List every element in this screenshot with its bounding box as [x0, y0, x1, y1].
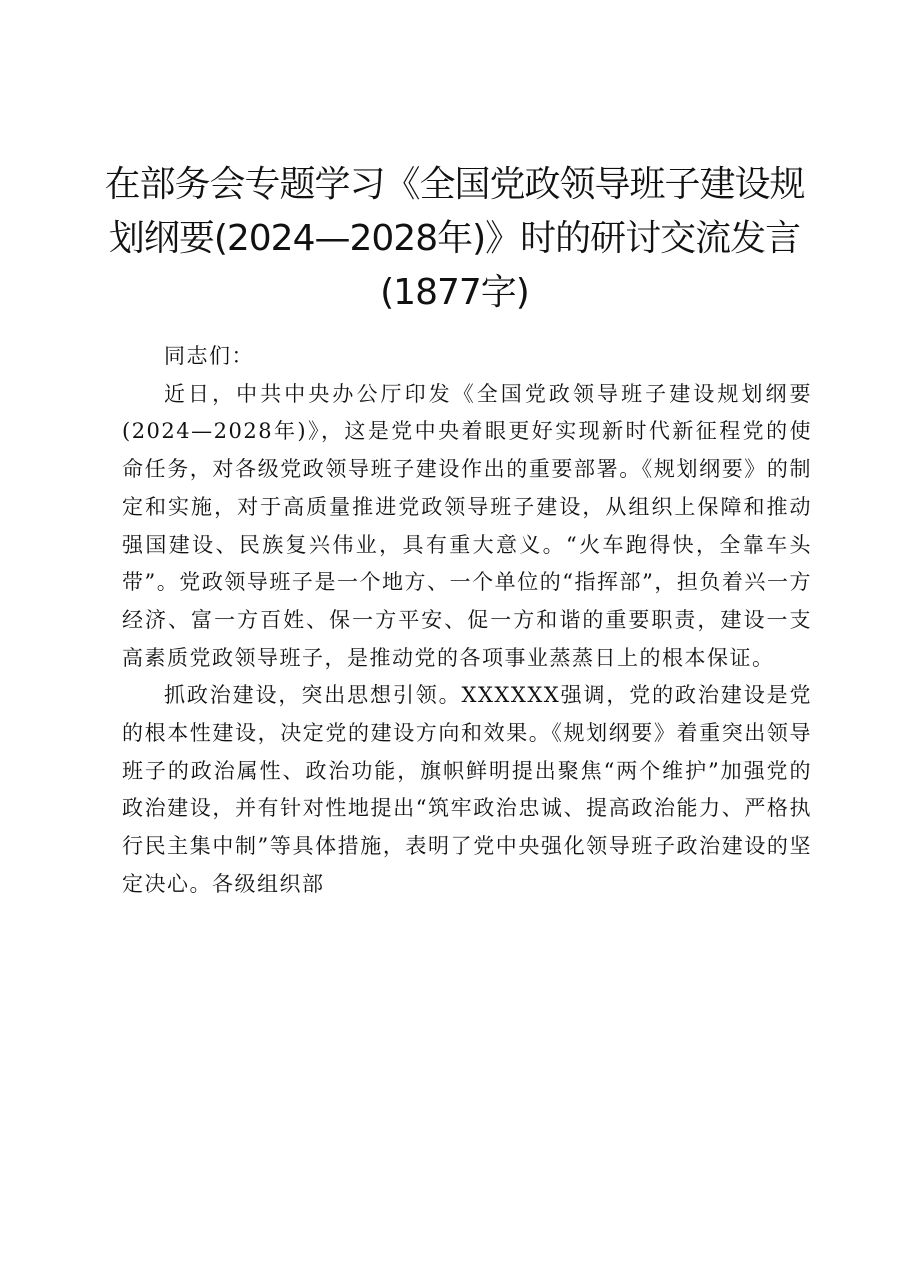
paragraph-1: 近日，中共中央办公厅印发《全国党政领导班子建设规划纲要(2024—2028年)》，这是党中央着眼更好实现新时代新征程党的使命任务，对各级党政领导班子建设作出的重要部署。《规划纲要》的制定和实施，对于高质量推进党政领导班子建设，从组织上保障和推动强国建设、民族复兴伟业，具有重大意义。“火车跑得快，全靠车头带”。党政领导班子是一个地方、一个单位的“指挥部”，担负着兴一方经济、富一方百姓、保一方平安、促一方和谐的重要职责，建设一支高素质党政领导班子，是推动党的各项事业蒸蒸日上的根本保证。 — [122, 381, 812, 670]
document-body — [122, 338, 812, 904]
title-line-1: 在部务会专题学习《全国党政领导班子建设规 — [104, 164, 805, 205]
paragraph-2: 抓政治建设，突出思想引领。XXXXXX强调，党的政治建设是党的根本性建设，决定党的建设方向和效果。《规划纲要》着重突出领导班子的政治属性、政治功能，旗帜鲜明提出聚焦“两个维护”加强党的政治建设，并有针对性地提出“筑牢政治忠诚、提高政治能力、严格执行民主集中制”等具体措施，表明了党中央强化领导班子政治建设的坚定决心。各级组织部 — [122, 683, 812, 896]
title-line-2: 划纲要(2024—2028年)》时的研讨交流发言 — [108, 218, 801, 259]
salutation: 同志们： — [164, 344, 254, 368]
document-title — [100, 158, 809, 320]
title-line-3: (1877字) — [380, 272, 529, 313]
